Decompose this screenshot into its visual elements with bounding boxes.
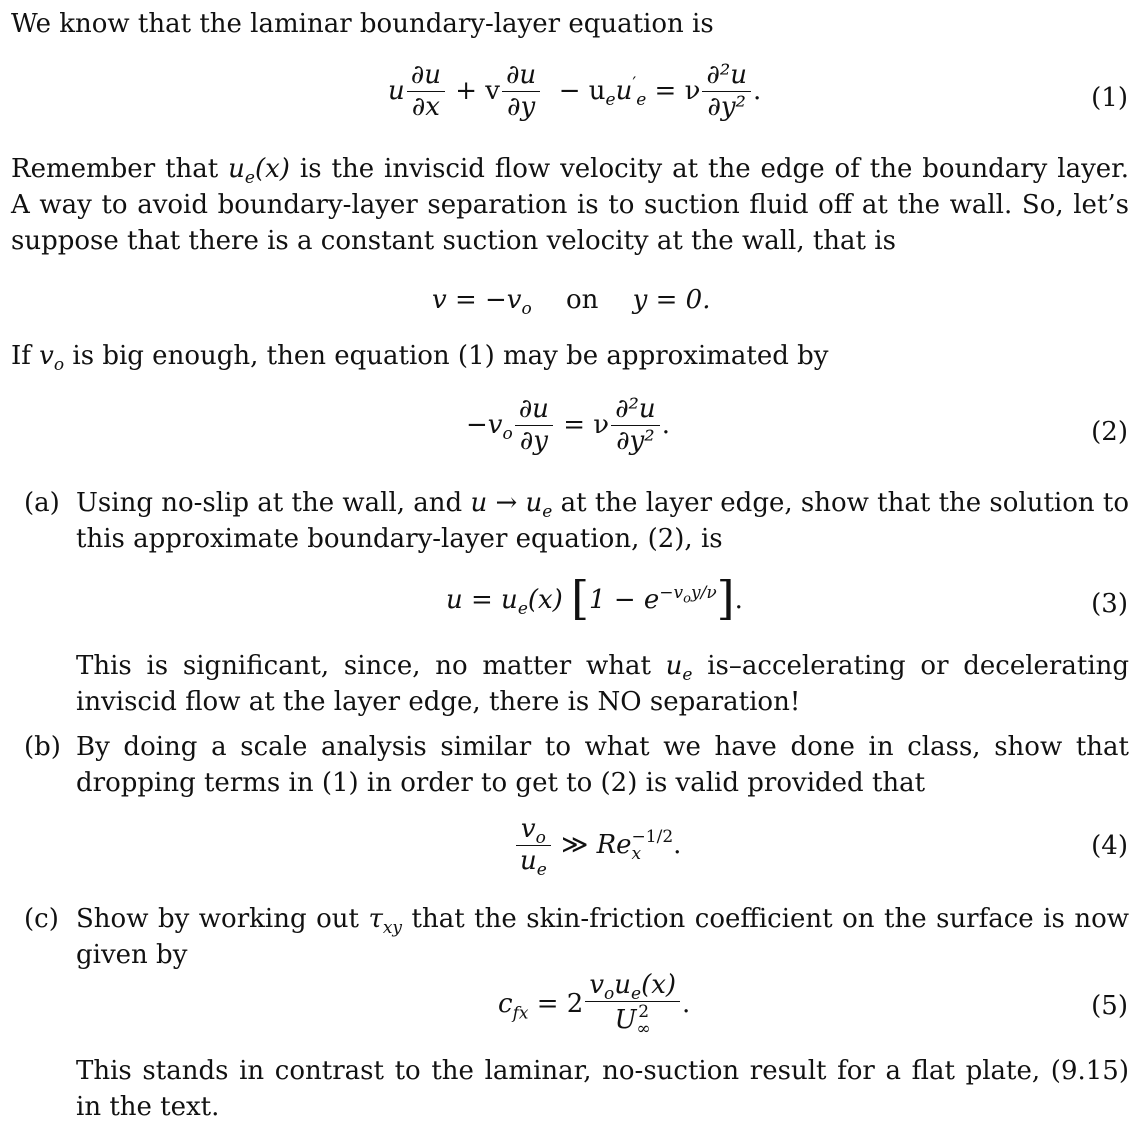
frac-du-dy-2: $\frac{\partial u}{\partial y}$ <box>515 396 553 456</box>
equation-number-5: (5) <box>1091 991 1128 1021</box>
part-c-remark: This stands in contrast to the laminar, no-suction result for a flat plate, (9.15) in the text. <box>76 1056 1129 1122</box>
equation-4: $\frac{v_o}{u_e}$ ≫ Re −1/2 x . <box>514 816 681 876</box>
part-a-remark: This is significant, since, no matter what $u_e$ is–accelerating or decelerating inviscid flow at the layer edge, there is NO separation! <box>76 651 1130 717</box>
frac-d2u-dy2: $\frac{\text{∂²u}}{\text{∂y²}}$ <box>702 62 751 122</box>
equation-3: $u = u_e(x) [1 - e^{-v_oy/\nu}]$. <box>446 571 743 625</box>
part-b-label: (b) <box>24 732 61 762</box>
equation-number-3: (3) <box>1091 589 1128 619</box>
part-b <box>24 729 1129 801</box>
part-b-text: By doing a scale analysis similar to what we have done in class, show that dropping terms in (1) in order to get to (2) is valid provided that <box>76 732 1129 798</box>
part-c <box>24 901 1129 973</box>
equation-2: $-v_o$ $\frac{\partial u}{\partial y}$ = ν $\frac{\text{∂²u}}{\text{∂y²}}$ . <box>466 394 670 457</box>
frac-vo-ue: $\frac{v_o}{u_e}$ <box>516 816 551 876</box>
intro-text: We know that the laminar boundary-layer equation is <box>11 9 714 39</box>
paragraph-edge-velocity: Remember that $u_e(x)$ is the inviscid flow velocity at the edge of the boundary layer. A way to avoid boundary-layer separation is to suction fluid off at the wall. So, let’s suppose that there is a constant suction velocity at the wall, that is <box>11 154 1130 256</box>
equation-5: $c_{fx} = 2$ $v_ou_e(x)$ U 2 ∞ . <box>498 970 691 1040</box>
part-c-text: Show by working out $\tau_{xy}$ that the skin-friction coefficient on the surface is now given by <box>76 904 1129 970</box>
equation-1: u $\frac{\partial u}{\partial x}$ + v $\frac{\partial u}{\partial y}$ − $u_eu'_e = \nu$ $\frac{\text{∂²u}}{\text{∂y²}}$ . <box>388 60 762 123</box>
part-c-label: (c) <box>24 904 59 934</box>
part-a-text: Using no-slip at the wall, and $u \to u_e$ at the layer edge, show that the solution to this approximate boundary-layer equation, (2), is <box>76 488 1130 554</box>
frac-du-dx: $\frac{\partial u}{\partial x}$ <box>407 62 445 122</box>
frac-d2u-dy2-2: $\frac{\text{∂²u}}{\text{∂y²}}$ <box>611 396 660 456</box>
frac-du-dy: $\frac{\partial u}{\partial y}$ <box>502 62 540 122</box>
part-a-label: (a) <box>24 488 60 518</box>
equation-number-2: (2) <box>1091 417 1128 447</box>
equation-number-4: (4) <box>1091 831 1128 861</box>
equation-boundary-condition: $v = -v_o$ on y = 0. <box>432 285 711 320</box>
paragraph-approximation: If $v_o$ is big enough, then equation (1) may be approximated by <box>11 341 829 376</box>
frac-skin-friction: $v_ou_e(x)$ U 2 ∞ <box>585 972 680 1038</box>
part-a <box>24 485 1129 557</box>
equation-number-1: (1) <box>1091 83 1128 113</box>
